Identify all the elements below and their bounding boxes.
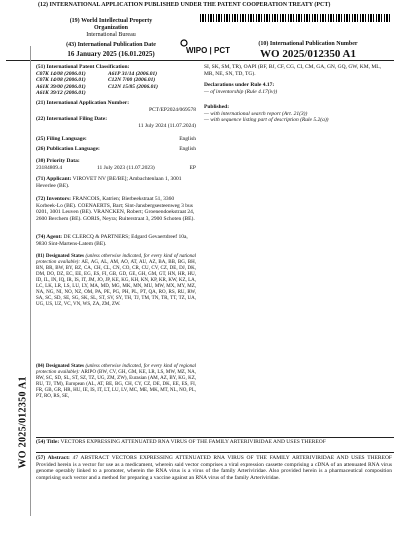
field-81-value: AE, AG, AL, AM, AO, AT, AU, AZ, BA, BB, BG, BH, BN, BR, BW, BY, BZ, CA, CH, CL, CN, CO, CR, CU, CV, CZ, DE, DJ, DK, DM, DO, DZ, EC, EE, EG, ES, FI, GB, GD, GE, GH, GM, GT, HN, HR, HU, ID, IL, IN, IQ, IR, IS, IT, JM, JO, JP, KE, KG, KH, KN, KP, KR, KW, KZ, LA, LC, LK, LR, LS, LU, LY, MA, MD, MG, MK, MN, MU, MW, MX, MY, MZ, NA, NG, NI, NO, NZ, OM, PA, PE, PG, PH, PL, PT, QA, RO, RS, RU, RW, SA, SC, SD, SE, SG, SK, SL, ST, SV, SY, TH, TJ, TM, TN, TR, TT, TZ, UA, UG, US, UZ, VC, VN, WS, ZA, ZM, ZW. [36,260,196,307]
field-84 [36,364,196,400]
field-51-label: (51) International Patent Classification: [36,64,130,70]
field-57-value: 47 ABSTRACT VECTORS EXPRESSING ATTENUATED RNA VIRUS OF THE FAMILY ARTERIVIRIDAE AND USES THEREOF Provided herein is a vector for use as a medicament, wherein said vector comprises a viral expression cassette comprising a cDNA of an attenuated RNA virus genome operably linked to a promoter, wherein the RNA virus is a virus of the family Arteriviridae. Also provided herein is a pharmaceutical composition comprising such vector and a method for preparing a vaccine against an RNA virus of the family Arteriviridae. [36,455,392,481]
field-71-label: (71) Applicant: [36,176,72,182]
field-72-value: FRANCOIS, Katrien; Bierbeekstraat 51, 3360 Korbeek-Lo (BE). COENAERTS, Bart; Sint-Jansbergsesteenweg 3 bus 0201, 3001 Leuven (BE). VRANCKEN, Robert; Groenendoekstraat 24, 2600 Berchem (BE). GORIS, Neyra; Ruiterstraat 3, 2900 Schoten (BE). [36,196,195,222]
field-54-value: VECTORS EXPRESSING ATTENUATED RNA VIRUS OF THE FAMILY ARTERIVIRIDAE AND USES THEREOF [60,439,326,445]
field-57-label: (57) Abstract: [36,455,70,461]
field-54 [36,439,392,446]
field-84-value: ARIPO (BW, CV, GH, GM, KE, LR, LS, MW, MZ, NA, RW, SC, SD, SL, ST, SZ, TZ, UG, ZM, ZW), Eurasian (AM, AZ, BY, KG, KZ, RU, TJ, TM), European (AL, AT, BE, BG, CH, CY, CZ, DE, DK, EE, ES, FI, FR, GB, GR, HR, HU, IE, IS, IT, LT, LU, LV, MC, ME, MK, MT, NL, NO, PL, PT, RO, RS, SE, [36,370,196,399]
org-line-2: Organization [94,25,128,31]
field-21-value: PCT/EP2024/069578 [148,106,196,113]
priority-row: 23184809.4 11 July 2023 (11.07.2023) EP [36,164,196,171]
field-74-value: DE CLERCQ & PARTNERS; Edgard Gevaertdreef 10a, 9830 Sint-Martens-Latem (BE). [36,234,188,247]
declarations-label: Declarations under Rule 4.17: [204,82,275,88]
field-30-label: (30) Priority Data: [36,158,80,164]
field-22-label: (22) International Filing Date: [36,116,108,122]
field-25 [36,136,196,143]
field-81-label: (81) Designated States [36,254,84,259]
field-25-label: (25) Filing Language: [36,136,87,142]
wipo-pct-mark: WIPO | PCT [186,46,231,55]
field-22 [36,116,196,129]
classification-row: C07K 14/08 (2006.01) C12N 7/00 (2006.01) [36,77,156,83]
field-54-label: (54) Title: [36,439,60,445]
field-25-value: English [179,136,196,142]
published-item: — with sequence listing part of description (Rule 5.2(a)) [204,117,329,123]
barcode [200,14,392,22]
publication-date: 16 January 2025 (16.01.2025) [67,50,155,58]
field-71-value: VIROVET NV [BE/BE]; Ambachtenlaan 1, 3001 Heverlee (BE). [36,176,182,189]
field-51 [36,64,196,97]
published-section [204,104,392,124]
field-72 [36,196,196,222]
org-line-1: (19) World Intellectual Property [69,18,153,24]
left-margin-line [30,46,31,516]
classification-row: C07K 14/08 (2006.01) A61P 31/14 (2006.01) [36,70,158,77]
field-26 [36,146,196,153]
title-divider [36,437,394,438]
field-81 [36,254,196,308]
publication-number-label: (10) International Publication Number [258,41,358,47]
publication-date-label: (43) International Publication Date [66,42,156,48]
header-divider [6,60,394,61]
abstract-divider [36,452,394,453]
side-publication-number: WO 2025/012350 A1 [17,376,29,469]
published-label: Published: [204,104,230,110]
document-type-title: (12) INTERNATIONAL APPLICATION PUBLISHED UNDER THE PATENT COOPERATION TREATY (PCT) [38,2,331,8]
declarations [204,82,392,95]
field-72-label: (72) Inventors: [36,196,71,202]
field-71 [36,176,196,189]
publication-number: WO 2025/012350 A1 [260,48,356,60]
field-26-value: English [179,146,196,152]
field-74 [36,234,196,247]
field-26-label: (26) Publication Language: [36,146,100,152]
field-22-value: 11 July 2024 (11.07.2024) [138,122,196,129]
org-line-3: International Bureau [86,32,136,38]
field-30 [36,158,196,171]
designated-states-continued: SI, SK, SM, TR), OAPI (BF, BJ, CF, CG, CI, CM, GA, GN, GQ, GW, KM, ML, MR, NE, SN, TD, TG). [204,64,381,77]
field-84-label: (84) Designated States [36,364,84,369]
published-item: — with international search report (Art. 21(3)) [204,110,308,117]
classification-row: A61K 39/12 (2006.01) [36,90,86,96]
field-21-label: (21) International Application Number: [36,100,130,106]
field-84-note: (unless otherwise indicated, for every kind of regional protection available): [36,364,197,375]
declarations-value: — of inventorship (Rule 4.17(iv)) [204,88,278,95]
field-57 [36,455,392,481]
classification-row: A61K 39/00 (2006.01) C12N 15/85 (2006.01) [36,83,158,90]
field-21 [36,100,196,113]
field-74-label: (74) Agent: [36,234,63,240]
field-81-note: (unless otherwise indicated, for every kind of national protection available): [36,254,197,265]
